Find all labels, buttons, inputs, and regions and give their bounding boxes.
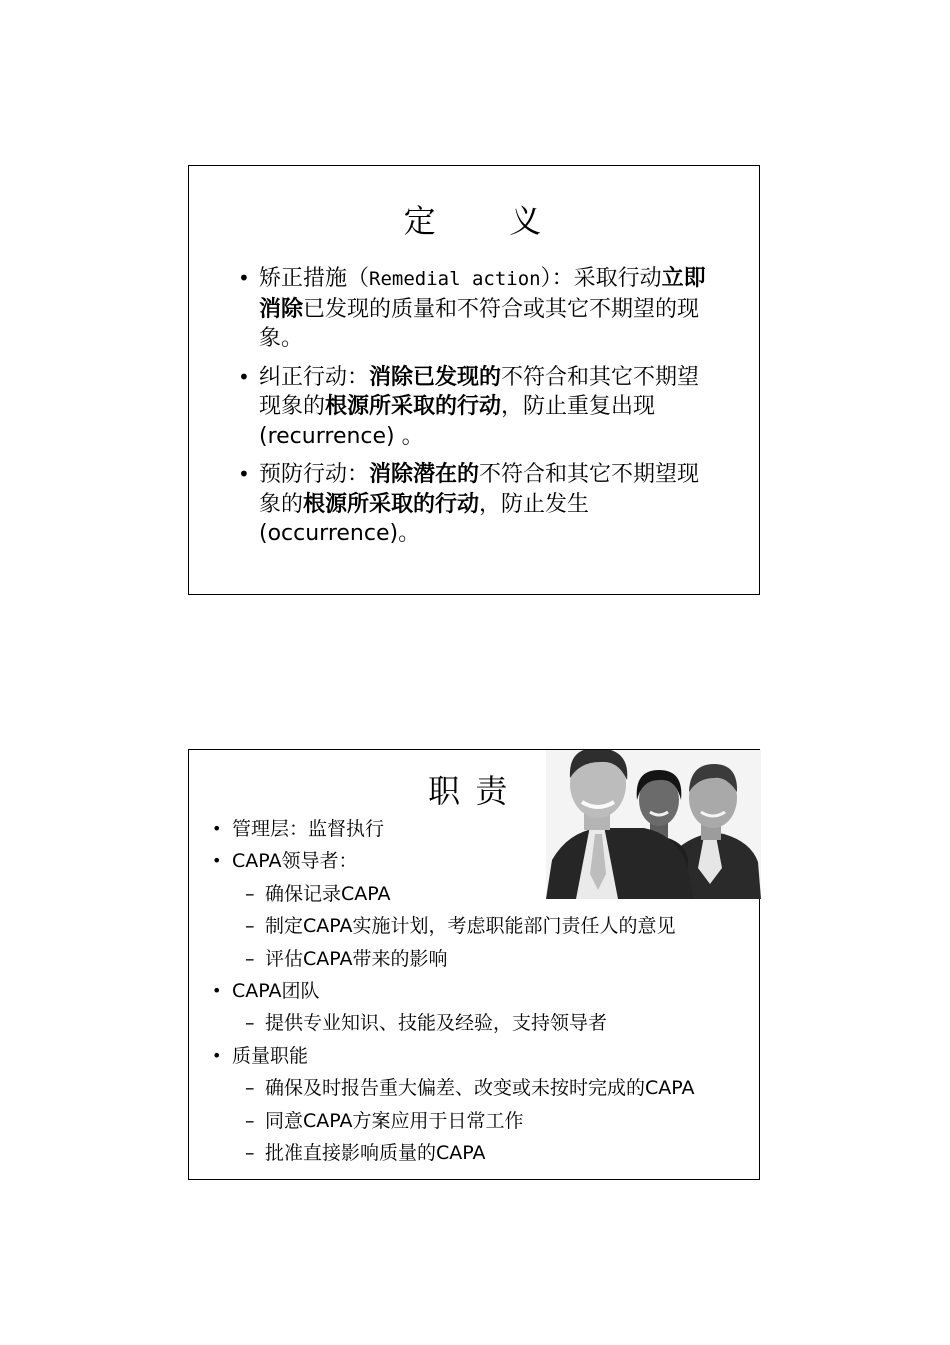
list-item: • 管理层：监督执行 [211, 813, 759, 845]
text-run-bold: 根源所采取的行动 [303, 491, 480, 517]
text-run: 矫正措施（ [259, 266, 370, 291]
slide-definitions [188, 165, 760, 595]
sub-list-item: – 批准直接影响质量的CAPA [211, 1137, 759, 1169]
text-run: ，防止发生(occurrence)。 [259, 491, 590, 546]
definition-list [235, 264, 715, 558]
list-item: • 质量职能 [211, 1040, 759, 1072]
sub-list-item: – 确保记录CAPA [211, 878, 759, 910]
text-run: 不符合和其它不期望现象的 [259, 364, 700, 419]
list-item: • CAPA团队 [211, 975, 759, 1007]
text-run-bold: 立即消除 [259, 266, 706, 322]
sub-list-item: – 评估CAPA带来的影响 [211, 943, 759, 975]
definition-item [235, 264, 715, 354]
list-item: • CAPA领导者： [211, 845, 759, 877]
text-run-bold: 消除已发现的 [369, 364, 502, 390]
text-run: 预防行动： [259, 462, 370, 487]
definition-item [235, 363, 715, 452]
slide-title: 定 义 [403, 202, 545, 240]
sub-list-item: – 确保及时报告重大偏差、改变或未按时完成的CAPA [211, 1072, 759, 1104]
text-run: Remedial action [369, 268, 541, 290]
definition-item [235, 460, 715, 549]
sub-list-item: – 同意CAPA方案应用于日常工作 [211, 1105, 759, 1137]
slide-responsibilities [188, 749, 760, 1180]
slide-title: 职 责 [428, 772, 510, 810]
responsibility-list [211, 813, 759, 1169]
text-run: 纠正行动： [259, 364, 370, 390]
text-run-bold: 根源所采取的行动 [325, 394, 502, 419]
sub-list-item: – 制定CAPA实施计划，考虑职能部门责任人的意见 [211, 910, 759, 942]
text-run: ，防止重复出现(recurrence) 。 [259, 394, 656, 449]
text-run: 已发现的质量和不符合或其它不期望的现象。 [259, 296, 700, 351]
sub-list-item: – 提供专业知识、技能及经验，支持领导者 [211, 1007, 759, 1039]
text-run-bold: 消除潜在的 [369, 462, 480, 487]
text-run: 不符合和其它不期望现象的 [259, 462, 700, 517]
text-run: ）：采取行动 [540, 266, 662, 291]
